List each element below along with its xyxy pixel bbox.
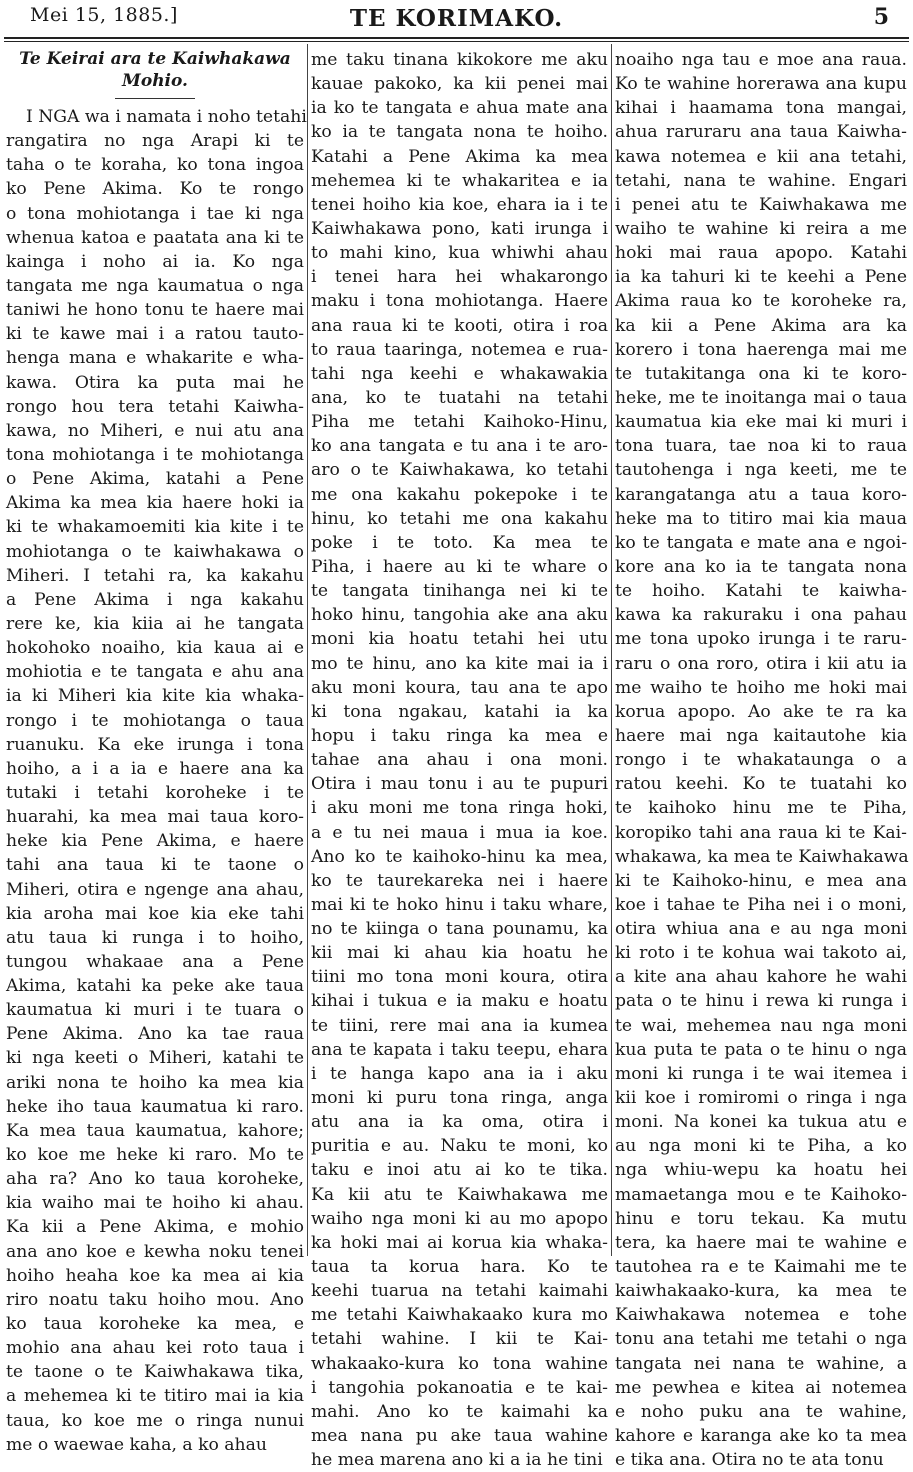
text-line: heke, me te inoitanga mai o taua bbox=[615, 387, 907, 408]
text-line: kore ana ko ia te tangata nona bbox=[615, 556, 907, 577]
text-line: ratou keehi. Ko te tuatahi ko bbox=[615, 774, 907, 795]
text-line: rangatira no nga Arapi ki te bbox=[6, 131, 304, 152]
text-line: tonu ana tetahi me tetahi o nga bbox=[615, 1329, 907, 1350]
text-line: ka kii a Pene Akima ara ka bbox=[615, 315, 907, 336]
text-line: ka hoki mai ai korua kia whaka- bbox=[311, 1232, 608, 1253]
text-line: karangatanga atu a taua koro- bbox=[615, 484, 907, 505]
text-line: mahi. Ano ko te kaimahi ka bbox=[311, 1401, 608, 1422]
text-line: heke kia Pene Akima, e haere bbox=[6, 831, 304, 852]
text-line: mamaetanga mou e te Kaihoko- bbox=[615, 1184, 907, 1205]
text-line: hopu i taku ringa ka mea e bbox=[311, 725, 608, 746]
text-line: aha ra? Ano ko taua koroheke, bbox=[6, 1169, 304, 1190]
text-line: hoko hinu, tangohia ake ana aku bbox=[311, 605, 608, 626]
text-line: korua apopo. Ao ake te ra ka bbox=[615, 701, 907, 722]
text-line: poke i te toto. Ka mea te bbox=[311, 532, 608, 553]
text-line: korero i tona haerenga mai me bbox=[615, 339, 907, 360]
text-line: ko ia te tangata nona te hoiho. bbox=[311, 122, 608, 143]
text-line: a e tu nei maua i mua ia koe. bbox=[311, 822, 608, 843]
text-line: rere ke, kia kiia ai he tangata bbox=[6, 613, 304, 634]
column-divider bbox=[611, 44, 612, 1256]
text-line: ariki nona te hoiho ka mea kia bbox=[6, 1072, 304, 1093]
column-body bbox=[6, 105, 307, 1457]
text-line: kii koe i romiromi o ringa i nga bbox=[615, 1088, 907, 1109]
text-line: rongo i te whakataunga o a bbox=[615, 750, 907, 771]
text-line: kihai i tukua e ia maku e hoatu bbox=[311, 991, 608, 1012]
text-line: aro o te Kaiwhakawa, ko tetahi bbox=[311, 460, 608, 481]
text-line: o Pene Akima, katahi a Pene bbox=[6, 469, 304, 490]
text-line: ana te kapata i taku teepu, ehara bbox=[311, 1039, 608, 1060]
text-line: o tona mohiotanga i tae ki nga bbox=[6, 203, 304, 224]
text-line: ia ko te tangata e ahua mate ana bbox=[311, 98, 608, 119]
text-line: kawa. Otira ka puta mai he bbox=[6, 372, 304, 393]
text-line: maku i tona mohiotanga. Haere bbox=[311, 291, 608, 312]
text-line: te hoiho. Katahi te kaiwha- bbox=[615, 581, 907, 602]
text-line: te taone o te Kaiwhakawa tika, bbox=[6, 1362, 304, 1383]
text-line: ana raua ki te kooti, otira i roa bbox=[311, 315, 608, 336]
text-line: ki te whakamoemiti kia kite i te bbox=[6, 517, 304, 538]
text-line: Katahi a Pene Akima ka mea bbox=[311, 146, 608, 167]
text-line: heke iho taua kaumatua ki raro. bbox=[6, 1096, 304, 1117]
text-line: ki roto i te kohua wai takoto ai, bbox=[615, 943, 907, 964]
text-line: hoki mai raua apopo. Katahi bbox=[615, 243, 907, 264]
text-line: te kaihoko hinu me te Piha, bbox=[615, 798, 907, 819]
article-title-line: Mohio. bbox=[122, 71, 188, 91]
text-line: to mahi kino, kua whiwhi ahau bbox=[311, 243, 608, 264]
text-line: a kite ana ahau kahore he wahi bbox=[615, 967, 907, 988]
text-line: me tona upoko irunga i te raru- bbox=[615, 629, 907, 650]
text-line: hinu, ko tetahi me ona kakahu bbox=[311, 508, 608, 529]
text-line: tetahi, nana te wahine. Engari bbox=[615, 170, 907, 191]
text-line: Ka mea taua kaumatua, kahore; bbox=[6, 1120, 304, 1141]
text-line: Akima ka mea kia haere hoki ia bbox=[6, 493, 304, 514]
text-line: tungou whakaae ana a Pene bbox=[6, 951, 304, 972]
text-line: me tetahi Kaiwhakaako kura mo bbox=[311, 1305, 608, 1326]
text-line: ia ki Miheri kia kite kia whaka- bbox=[6, 686, 304, 707]
text-line: Miheri, otira e ngenge ana ahau, bbox=[6, 879, 304, 900]
text-line: te tiini, rere mai ana ia kumea bbox=[311, 1015, 608, 1036]
page-header bbox=[0, 0, 913, 40]
text-line: tautohenga i nga keeti, me te bbox=[615, 460, 907, 481]
text-line: haere mai nga kaitautohe kia bbox=[615, 725, 907, 746]
text-line: kihai i haamama tona mangai, bbox=[615, 98, 907, 119]
text-line: me ona kakahu pokepoke i te bbox=[311, 484, 608, 505]
text-line: moni kia hoatu tetahi hei utu bbox=[311, 629, 608, 650]
text-line: kawa, no Miheri, e nui atu ana bbox=[6, 420, 304, 441]
text-line: i tenei hara hei whakarongo bbox=[311, 267, 608, 288]
text-line: hoiho, a i a ia e haere ana ka bbox=[6, 758, 304, 779]
text-line: ki tona ngakau, katahi ia ka bbox=[311, 701, 608, 722]
text-line: ko te taurekareka nei i haere bbox=[311, 870, 608, 891]
text-line: koe i tahae te Piha nei i o moni, bbox=[615, 894, 907, 915]
text-line: aku moni koura, tau ana te apo bbox=[311, 677, 608, 698]
text-line: ana ano koe e kewha noku tenei bbox=[6, 1241, 304, 1262]
column-body bbox=[615, 48, 907, 1472]
text-line: kauae pakoko, ka kii penei mai bbox=[311, 74, 608, 95]
text-line: ana, ko te tuatahi na tetahi bbox=[311, 387, 608, 408]
text-line: tiini mo tona moni koura, otira bbox=[311, 967, 608, 988]
text-line: ko ana tangata e tu ana i te aro- bbox=[311, 436, 608, 457]
text-line: henga mana e whakarite e wha- bbox=[6, 348, 304, 369]
text-line: Ano ko te kaihoko-hinu ka mea, bbox=[311, 846, 608, 867]
article-title bbox=[6, 48, 304, 92]
text-line: taha o te koraha, ko tona ingoa bbox=[6, 155, 304, 176]
text-line: kahore e karanga ake ko ta mea bbox=[615, 1426, 907, 1447]
text-line: e tika ana. Otira no te ata tonu bbox=[615, 1450, 884, 1471]
text-line: moni. Na konei ka tukua atu e bbox=[615, 1112, 907, 1133]
text-line: ahua raruraru ana taua Kaiwha- bbox=[615, 122, 907, 143]
text-line: a Pene Akima i nga kakahu bbox=[6, 589, 304, 610]
text-line: kia aroha mai koe kia eke tahi bbox=[6, 903, 304, 924]
text-line: mohiotia e te tangata e ahu ana bbox=[6, 662, 304, 683]
column-1 bbox=[6, 48, 307, 1455]
text-line: taniwi he hono tonu te haere mai bbox=[6, 300, 304, 321]
text-line: ia ka tahuri ki te keehi a Pene bbox=[615, 267, 907, 288]
text-line: kainga i noho ai ia. Ko nga bbox=[6, 251, 304, 272]
text-line: Piha me tetahi Kaihoko-Hinu, bbox=[311, 412, 608, 433]
text-line: atu ana ia ka oma, otira i bbox=[311, 1112, 608, 1133]
text-line: heke ma to titiro mai kia maua bbox=[615, 508, 907, 529]
text-line: Miheri. I tetahi ra, ka kakahu bbox=[6, 565, 304, 586]
text-line: Akima raua ko te koroheke ra, bbox=[615, 291, 907, 312]
text-line: kia waiho mai te hoiho ki ahau. bbox=[6, 1193, 304, 1214]
text-line: mea nana pu ake taua wahine bbox=[311, 1426, 608, 1447]
text-line: kaumatua kia eke mai ki muri i bbox=[615, 412, 907, 433]
article-title-line: Te Keirai ara te Kaiwhakawa bbox=[19, 49, 291, 69]
text-line: me taku tinana kikokore me aku bbox=[311, 50, 608, 70]
issue-date: Mei 15, 1885.] bbox=[30, 4, 178, 26]
text-line: i aku moni me tona ringa hoki, bbox=[311, 798, 608, 819]
text-line: mohio ana ahau kei roto taua i bbox=[6, 1338, 304, 1359]
text-line: Kaiwhakawa notemea e tohe bbox=[615, 1305, 907, 1326]
text-line: hokohoko noaiho, kia kaua ai e bbox=[6, 638, 304, 659]
text-line: tahae ana ahau i ona moni. bbox=[311, 750, 608, 771]
text-line: puritia e au. Naku te moni, ko bbox=[311, 1136, 608, 1157]
text-line: to raua taaringa, notemea e rua- bbox=[311, 339, 608, 360]
text-line: kaumatua ki muri i te tuara o bbox=[6, 1000, 304, 1021]
text-line: Ka kii atu te Kaiwhakawa me bbox=[311, 1184, 608, 1205]
text-line: te tutakitanga ona ki te koro- bbox=[615, 363, 907, 384]
text-line: noaiho nga tau e moe ana raua. bbox=[615, 50, 907, 70]
text-line: atu taua ki runga i to hoiho, bbox=[6, 927, 304, 948]
text-line: tona tuara, tae noa ki to raua bbox=[615, 436, 907, 457]
text-line: waiho te wahine ki reira a me bbox=[615, 218, 907, 239]
text-line: rongo hou tera tetahi Kaiwha- bbox=[6, 396, 304, 417]
text-line: mehemea ki te whakaritea e ia bbox=[311, 170, 608, 191]
title-rule bbox=[115, 98, 195, 99]
text-line: tangata nei nana te wahine, a bbox=[615, 1353, 907, 1374]
column-2 bbox=[311, 48, 608, 1471]
text-line: tahi nga keehi e whakawakia bbox=[311, 363, 608, 384]
text-line: i penei atu te Kaiwhakawa me bbox=[615, 194, 907, 215]
text-line: whakaako-kura ko tona wahine bbox=[311, 1353, 608, 1374]
text-line: ki nga keeti o Miheri, katahi te bbox=[6, 1048, 304, 1069]
text-line: hoiho heaha koe ka mea ai kia bbox=[6, 1265, 304, 1286]
text-line: ruanuku. Ka eke irunga i tona bbox=[6, 734, 304, 755]
text-line: nga whiu-wepu ka hoatu hei bbox=[615, 1160, 907, 1181]
text-line: mai ki te hoko hinu i taku whare, bbox=[311, 894, 608, 915]
text-line: tona mohiotanga i te mohiotanga bbox=[6, 444, 304, 465]
page-number: 5 bbox=[873, 4, 889, 30]
text-line: Otira i mau tonu i au te pupuri bbox=[311, 774, 608, 795]
text-line: ko koe me heke ki raro. Mo te bbox=[6, 1145, 304, 1166]
text-line: a mehemea ki te titiro mai ia kia bbox=[6, 1386, 304, 1407]
text-line: te wai, mehemea nau nga moni bbox=[615, 1015, 907, 1036]
text-line: ki te Kaihoko-hinu, e mea ana bbox=[615, 870, 907, 891]
text-line: kaiwhakaako-kura, ka mea te bbox=[615, 1281, 907, 1302]
text-line: i tangohia pokanoatia e te kai- bbox=[311, 1377, 608, 1398]
text-line: i te hanga kapo ana ia i aku bbox=[311, 1063, 608, 1084]
header-rule bbox=[4, 37, 909, 42]
text-line: koropiko tahi ana raua ki te Kai- bbox=[615, 822, 907, 843]
text-line: ko taua koroheke ka mea, e bbox=[6, 1314, 304, 1335]
text-line: te tangata tinihanga nei ki te bbox=[311, 581, 608, 602]
text-line: mohiotanga o te kaiwhakawa o bbox=[6, 541, 304, 562]
text-line: tahi ana taua ki te taone o bbox=[6, 855, 304, 876]
text-line: tenei hoiho kia koe, ehara ia i te bbox=[311, 194, 608, 215]
text-line: ko te tangata e mate ana e ngoi- bbox=[615, 532, 907, 553]
text-line: kawa notemea e kii ana tetahi, bbox=[615, 146, 907, 167]
text-line: moni ki runga i te wai itemea i bbox=[615, 1063, 907, 1084]
text-line: huarahi, ka mea mai taua koro- bbox=[6, 807, 304, 828]
text-line: keehi tuarua na tetahi kaimahi bbox=[311, 1281, 608, 1302]
text-line: me o waewae kaha, a ko ahau bbox=[6, 1434, 267, 1455]
text-line: taku e inoi atu ai ko te tika. bbox=[311, 1160, 608, 1181]
text-line: whakawa, ka mea te Kaiwhakawa bbox=[615, 846, 909, 867]
newspaper-title: TE KORIMAKO. bbox=[349, 5, 564, 32]
text-line: Akima, katahi ka peke ake taua bbox=[6, 976, 304, 997]
text-line: taua, ko koe me o ringa nunui bbox=[6, 1410, 304, 1431]
text-line: pata o te hinu i rewa ki runga i bbox=[615, 991, 907, 1012]
text-line: ki te kawe mai i a ratou tauto- bbox=[6, 324, 304, 345]
text-line: Kaiwhakawa pono, kati irunga i bbox=[311, 218, 608, 239]
text-line: no te kiinga o tana pounamu, ka bbox=[311, 919, 608, 940]
column-body bbox=[311, 48, 608, 1472]
text-line: tera, ka haere mai te wahine e bbox=[615, 1232, 907, 1253]
column-3 bbox=[615, 48, 909, 1471]
text-line: Piha, i haere au ki te whare o bbox=[311, 556, 608, 577]
text-line: au nga moni ki te Piha, a ko bbox=[615, 1136, 907, 1157]
text-line: whenua katoa e paatata ana ki te bbox=[6, 227, 304, 248]
text-line: tangata me nga kaumatua o nga bbox=[6, 275, 304, 296]
text-line: tautohea ra e te Kaimahi me te bbox=[615, 1257, 907, 1278]
text-line: Ko te wahine horerawa ana kupu bbox=[615, 74, 907, 95]
text-line: tetahi wahine. I kii te Kai- bbox=[311, 1329, 608, 1350]
text-line: mo te hinu, ano ka kite mai ia i bbox=[311, 653, 608, 674]
text-line: rongo i te mohiotanga o taua bbox=[6, 710, 304, 731]
text-line: moni ki puru tona ringa, anga bbox=[311, 1088, 608, 1109]
text-line: riro noatu taku hoiho mou. Ano bbox=[6, 1289, 304, 1310]
text-line: otira whiua ana e au nga moni bbox=[615, 919, 907, 940]
text-line: kua puta te pata o te hinu o nga bbox=[615, 1039, 907, 1060]
text-line: Pene Akima. Ano ka tae raua bbox=[6, 1024, 304, 1045]
text-line: waiho nga moni ki au mo apopo bbox=[311, 1208, 608, 1229]
text-line: ko Pene Akima. Ko te rongo bbox=[6, 179, 304, 200]
text-line: he mea marena ano ki a ia he tini bbox=[311, 1450, 603, 1471]
text-line: kawa ka rakuraku i ona pahau bbox=[615, 605, 907, 626]
text-line: raru o ona roro, otira i kii atu ia bbox=[615, 653, 907, 674]
column-divider bbox=[307, 44, 308, 1256]
text-line: tutaki i tetahi koroheke i te bbox=[6, 782, 304, 803]
text-line: Ka kii a Pene Akima, e mohio bbox=[6, 1217, 304, 1238]
text-line: me pewhea e kitea ai notemea bbox=[615, 1377, 907, 1398]
text-line: hinu e toru tekau. Ka mutu bbox=[615, 1208, 907, 1229]
text-line: e noho puku ana te wahine, bbox=[615, 1401, 907, 1422]
text-line: me waiho te hoiho me hoki mai bbox=[615, 677, 907, 698]
text-line: taua ta korua hara. Ko te bbox=[311, 1257, 608, 1278]
text-line: I NGA wa i namata i noho tetahi bbox=[26, 107, 307, 127]
text-line: kii mai ki ahau kia hoatu he bbox=[311, 943, 608, 964]
